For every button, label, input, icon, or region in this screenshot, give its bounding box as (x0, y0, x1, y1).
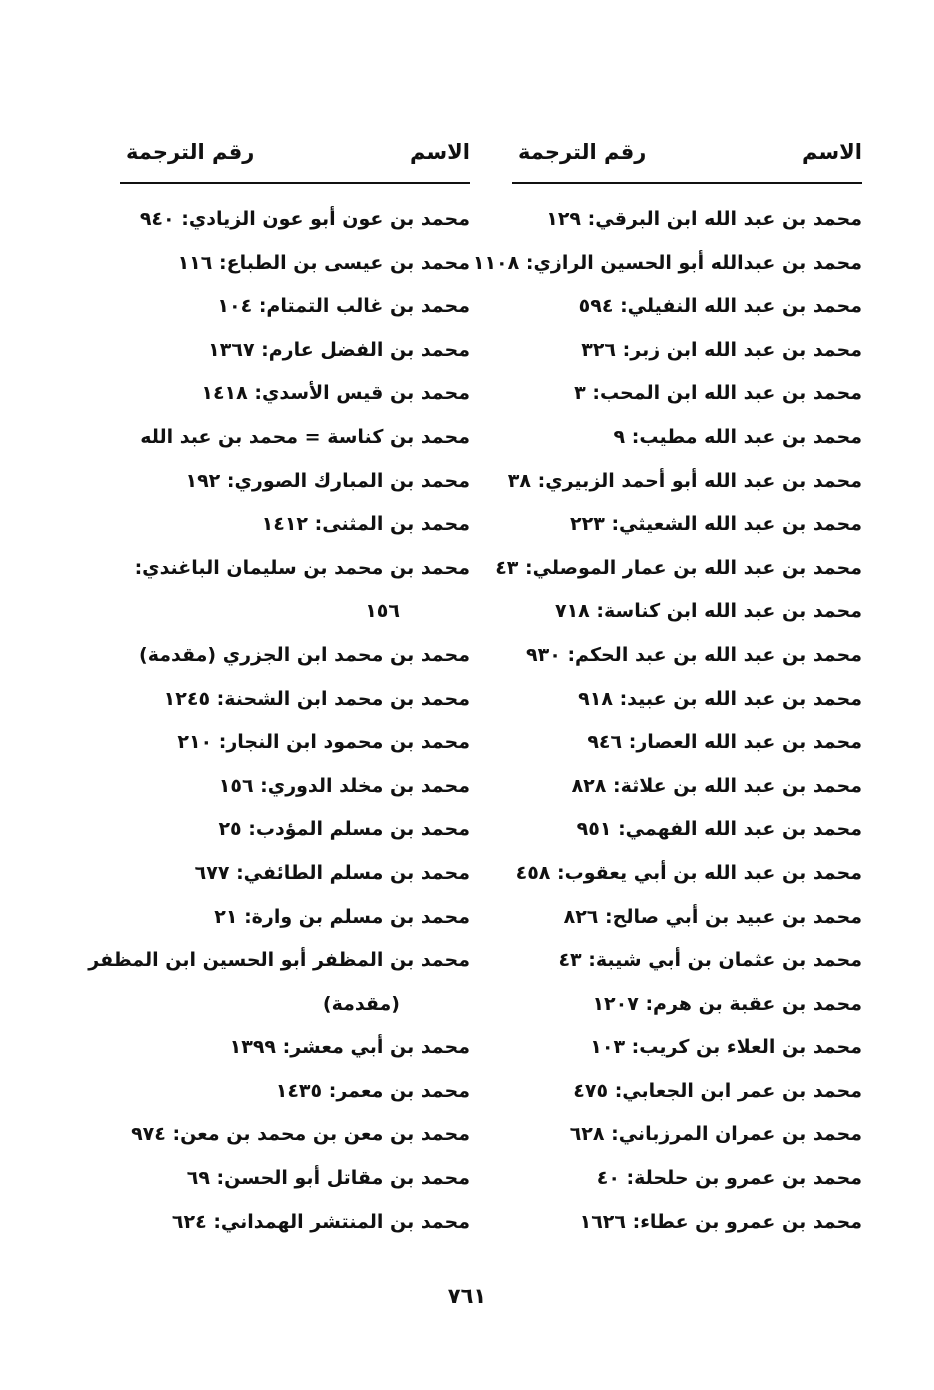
list-item: محمد بن عثمان بن أبي شيبة: ٤٣ (558, 949, 862, 972)
list-item: محمد بن عيسى بن الطباع: ١١٦ (177, 251, 470, 274)
list-item: محمد بن قيس الأسدي: ١٤١٨ (201, 382, 470, 405)
number-header: رقم الترجمة (518, 140, 647, 164)
list-item: محمد بن المظفر أبو الحسين ابن المظفر (88, 949, 470, 972)
list-item: محمد بن أبي معشر: ١٣٩٩ (229, 1036, 470, 1059)
list-item: محمد بن غالب التمتام: ١٠٤ (217, 295, 470, 318)
right-column (472, 138, 862, 1244)
list-item: محمد بن عبيد بن أبي صالح: ٨٢٦ (563, 905, 862, 928)
list-item: محمد بن مسلم المؤدب: ٢٥ (218, 818, 470, 841)
list-item-continuation: (مقدمة) (322, 992, 400, 1015)
list-item: محمد بن كناسة = محمد بن عبد الله (140, 425, 470, 448)
list-item: محمد بن معمر: ١٤٣٥ (275, 1079, 470, 1102)
list-item: محمد بن عبد الله ابن كناسة: ٧١٨ (554, 600, 862, 623)
list-item: محمد بن عبد الله بن عبيد: ٩١٨ (578, 687, 862, 710)
list-item: محمد بن العلاء بن كريب: ١٠٣ (590, 1036, 862, 1059)
list-item: محمد بن عبد الله بن عبد الحكم: ٩٣٠ (526, 643, 862, 666)
list-item: محمد بن عمرو بن حلحلة: ٤٠ (596, 1167, 862, 1190)
column-header (120, 138, 470, 184)
entry-list (88, 198, 470, 1244)
list-item: محمد بن محمد بن سليمان الباغندي: (134, 556, 470, 579)
list-item: محمد بن محمد ابن الشحنة: ١٢٤٥ (163, 687, 470, 710)
list-item: محمد بن عبد الله بن علاثة: ٨٢٨ (571, 774, 862, 797)
page-number: ٧٦١ (447, 1284, 487, 1308)
list-item: محمد بن عمرو بن عطاء: ١٦٢٦ (579, 1210, 862, 1233)
list-item: محمد بن المثنى: ١٤١٢ (261, 513, 470, 536)
column-header (512, 138, 862, 184)
list-item: محمد بن الفضل عارم: ١٣٦٧ (208, 338, 470, 361)
list-item: محمد بن عمر ابن الجعابي: ٤٧٥ (573, 1079, 862, 1102)
list-item: محمد بن عبد الله مطيب: ٩ (613, 425, 862, 448)
list-item: محمد بن عقبة بن هرم: ١٢٠٧ (592, 992, 862, 1015)
list-item: محمد بن عبدالله أبو الحسين الرازي: ١١٠٨ (472, 251, 862, 274)
list-item: محمد بن مسلم بن وارة: ٢١ (214, 905, 470, 928)
list-item: محمد بن عبد الله الشعيثي: ٢٢٣ (570, 513, 862, 536)
list-item: محمد بن عبد الله بن أبي يعقوب: ٤٥٨ (515, 861, 862, 884)
list-item: محمد بن عبد الله بن عمار الموصلي: ٤٣ (495, 556, 862, 579)
list-item: محمد بن معن بن محمد بن معن: ٩٧٤ (131, 1123, 470, 1146)
list-item: محمد بن عبد الله ابن زبر: ٣٢٦ (581, 338, 862, 361)
list-item: محمد بن عبد الله أبو أحمد الزبيري: ٣٨ (507, 469, 862, 492)
list-item: محمد بن محمود ابن النجار: ٢١٠ (177, 731, 470, 754)
name-header: الاسم (802, 140, 862, 164)
list-item-continuation: ١٥٦ (365, 600, 400, 623)
list-item: محمد بن عبد الله العصار: ٩٤٦ (587, 731, 862, 754)
list-item: محمد بن عمران المرزباني: ٦٢٨ (569, 1123, 862, 1146)
list-item: محمد بن عون أبو عون الزيادي: ٩٤٠ (139, 208, 470, 230)
entry-list (472, 198, 862, 1244)
list-item: محمد بن مقاتل أبو الحسن: ٦٩ (186, 1167, 470, 1190)
list-item: محمد بن المبارك الصوري: ١٩٢ (185, 469, 470, 492)
left-column (88, 138, 470, 1244)
list-item: محمد بن المنتشر الهمداني: ٦٢٤ (171, 1210, 470, 1233)
list-item: محمد بن عبد الله الفهمي: ٩٥١ (576, 818, 862, 841)
list-item: محمد بن مخلد الدوري: ١٥٦ (218, 774, 470, 797)
list-item: محمد بن عبد الله ابن المحب: ٣ (574, 382, 862, 405)
list-item: محمد بن محمد ابن الجزري (مقدمة) (139, 643, 470, 666)
list-item: محمد بن عبد الله ابن البرقي: ١٢٩ (546, 208, 862, 230)
number-header: رقم الترجمة (126, 140, 255, 164)
list-item: محمد بن عبد الله النفيلي: ٥٩٤ (578, 295, 862, 318)
name-header: الاسم (410, 140, 470, 164)
list-item: محمد بن مسلم الطائفي: ٦٧٧ (194, 861, 470, 884)
